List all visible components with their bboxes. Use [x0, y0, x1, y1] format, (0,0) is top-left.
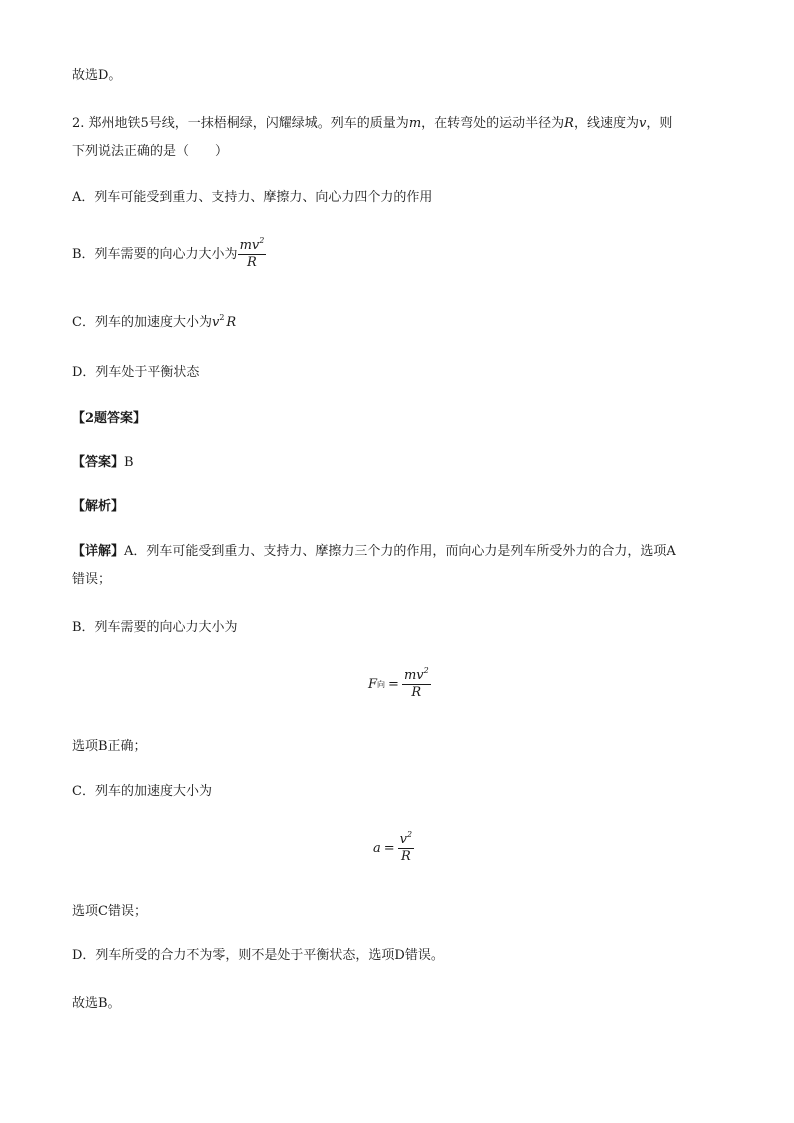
detail-a-line-1: 【详解】A．列车可能受到重力、支持力、摩擦力三个力的作用，而向心力是列车所受外力的合力，选项A	[72, 544, 676, 559]
option-d: D．列车处于平衡状态	[72, 365, 200, 380]
final-conclusion: 故选B。	[72, 996, 121, 1011]
var-v: v	[638, 116, 647, 131]
equation-acceleration: a = $\frac{v^2}{R}$	[373, 830, 413, 864]
answer-header: 【2题答案】	[72, 411, 147, 426]
detail-b-result: 选项B正确；	[72, 739, 147, 754]
answer-line: 【答案】B	[72, 455, 134, 470]
equation-centripetal-force: F 向 = $\frac{mv^2}{R}$	[368, 666, 429, 700]
detail-a-line-2: 错误；	[72, 572, 112, 587]
detail-c: C．列车的加速度大小为	[72, 784, 212, 799]
option-c: C．列车的加速度大小为$v^2$ R	[72, 313, 237, 330]
var-R: R	[564, 116, 574, 131]
option-a: A．列车可能受到重力、支持力、摩擦力、向心力四个力的作用	[72, 190, 433, 205]
var-m: m	[408, 116, 422, 131]
detail-c-result: 选项C错误；	[72, 904, 147, 919]
previous-conclusion: 故选D。	[72, 68, 122, 83]
option-b: B．列车需要的向心力大小为 $\frac{mv^2}{R}$	[72, 236, 265, 270]
detail-d: D．列车所受的合力不为零，则不是处于平衡状态，选项D错误。	[72, 948, 444, 963]
option-b-fraction: $\frac{mv^2}{R}$	[239, 236, 265, 270]
question-2-stem-line-2: 下列说法正确的是（ ）	[72, 144, 229, 159]
detail-b: B．列车需要的向心力大小为	[72, 620, 238, 635]
analysis-header: 【解析】	[72, 499, 125, 514]
question-2-stem-line-1: 2. 郑州地铁5号线，一抹梧桐绿，闪耀绿城。列车的质量为m，在转弯处的运动半径为R，线速度为v，则	[72, 116, 673, 131]
answer-value: B	[124, 455, 134, 470]
